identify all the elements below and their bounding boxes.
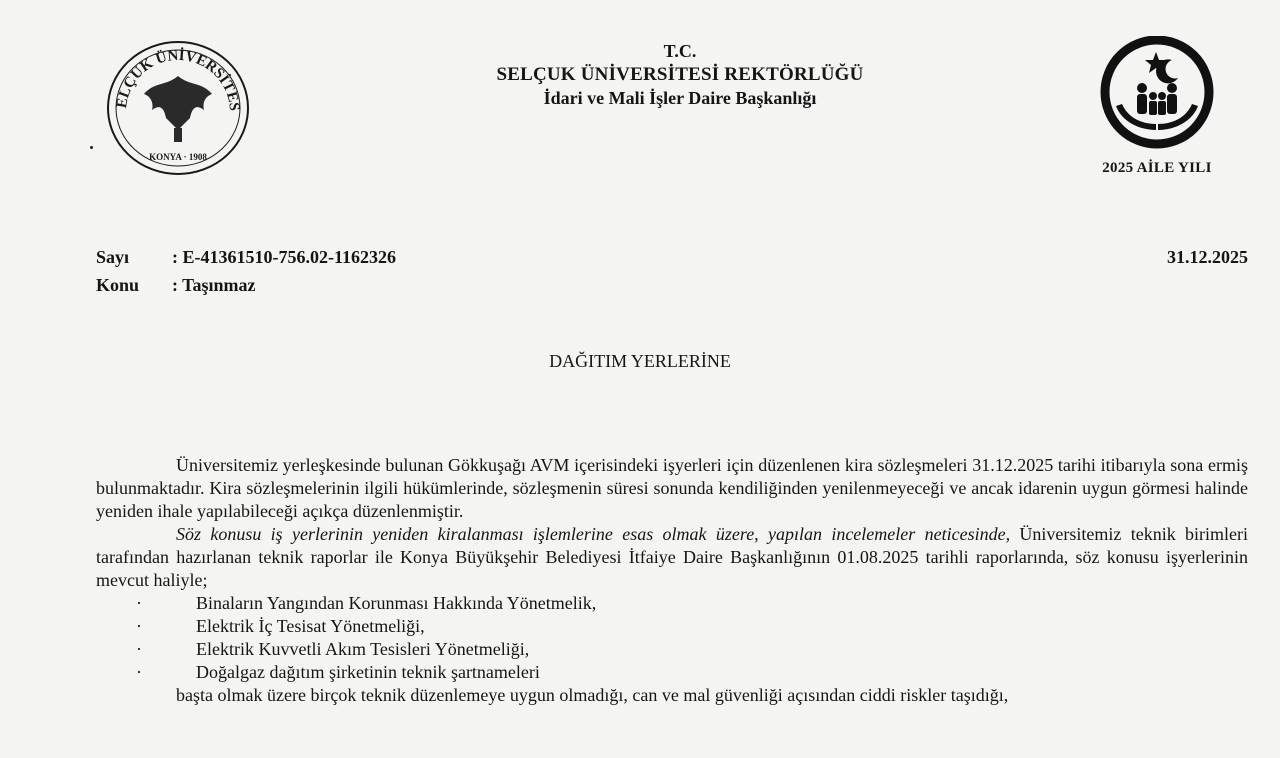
sayi-label: Sayı [96, 247, 130, 267]
list-item: · Elektrik İç Tesisat Yönetmeliği, [136, 616, 425, 636]
paragraph-2 [96, 523, 1248, 592]
letterhead [430, 40, 930, 110]
family-year-caption: 2025 AİLE YILI [1102, 160, 1212, 176]
document-date: 31.12.2025 [1167, 247, 1248, 267]
sayi-row [96, 243, 396, 271]
university-seal-logo [104, 38, 252, 178]
letter-body [96, 454, 1248, 707]
document-meta [96, 243, 396, 299]
paragraph-2-italic: Söz konusu iş yerlerinin yeniden kiralanması işlemlerine esas olmak üzere, yapılan incelemeler neticesinde, [176, 524, 1011, 544]
paragraph-2-rest: Üniversitemiz teknik birimleri tarafından hazırlanan teknik raporlar ile Konya Büyükşehir Belediyesi İtfaiye Daire Başkanlığının 01.08.2025 tarihli raporlarında, söz konusu işyerlerinin mevcut haliyle; [96, 524, 1249, 590]
konu-label: Konu [96, 275, 140, 295]
header-line-university: SELÇUK ÜNİVERSİTESİ REKTÖRLÜĞÜ [496, 64, 864, 85]
list-item: · Elektrik Kuvvetli Akım Tesisleri Yönetmeliği, [136, 639, 530, 659]
konu-value: : Taşınmaz [172, 275, 256, 295]
list-item: · Doğalgaz dağıtım şirketinin teknik şartnameleri [136, 662, 540, 682]
addressee: DAĞITIM YERLERİNE [549, 351, 731, 371]
list-item: · Binaların Yangından Korunması Hakkında Yönetmelik, [136, 593, 597, 613]
family-year-logo [1086, 36, 1228, 186]
sayi-value: : E-41361510-756.02-1162326 [172, 247, 396, 267]
svg-text:KONYA · 1908: KONYA · 1908 [149, 152, 207, 162]
konu-row [96, 271, 396, 299]
header-line-department: İdari ve Mali İşler Daire Başkanlığı [543, 88, 817, 108]
paragraph-3: başta olmak üzere birçok teknik düzenlemeye uygun olmadığı, can ve mal güvenliği açısından ciddi riskler taşıdığı, [176, 685, 1009, 705]
paragraph-1: Üniversitemiz yerleşkesinde bulunan Gökkuşağı AVM içerisindeki işyerleri için düzenlenen kira sözleşmeleri 31.12.2025 tarihi itibarıyla sona ermiş bulunmaktadır. Kira sözleşmelerinin ilgili hükümlerinde, sözleşmenin süresi sonunda kendiliğinden yenilenmeyeceği ve ancak idarenin uygun görmesi halinde yeniden ihale yapılabileceği açıkça düzenlenmiştir. [96, 455, 1248, 521]
regulation-list [96, 592, 1248, 684]
header-line-tc: T.C. [663, 41, 697, 61]
scan-speck [90, 146, 93, 149]
svg-text:SELÇUK ÜNİVERSİTESİ: ELÇUK ÜNİVERSİTES [114, 47, 243, 112]
